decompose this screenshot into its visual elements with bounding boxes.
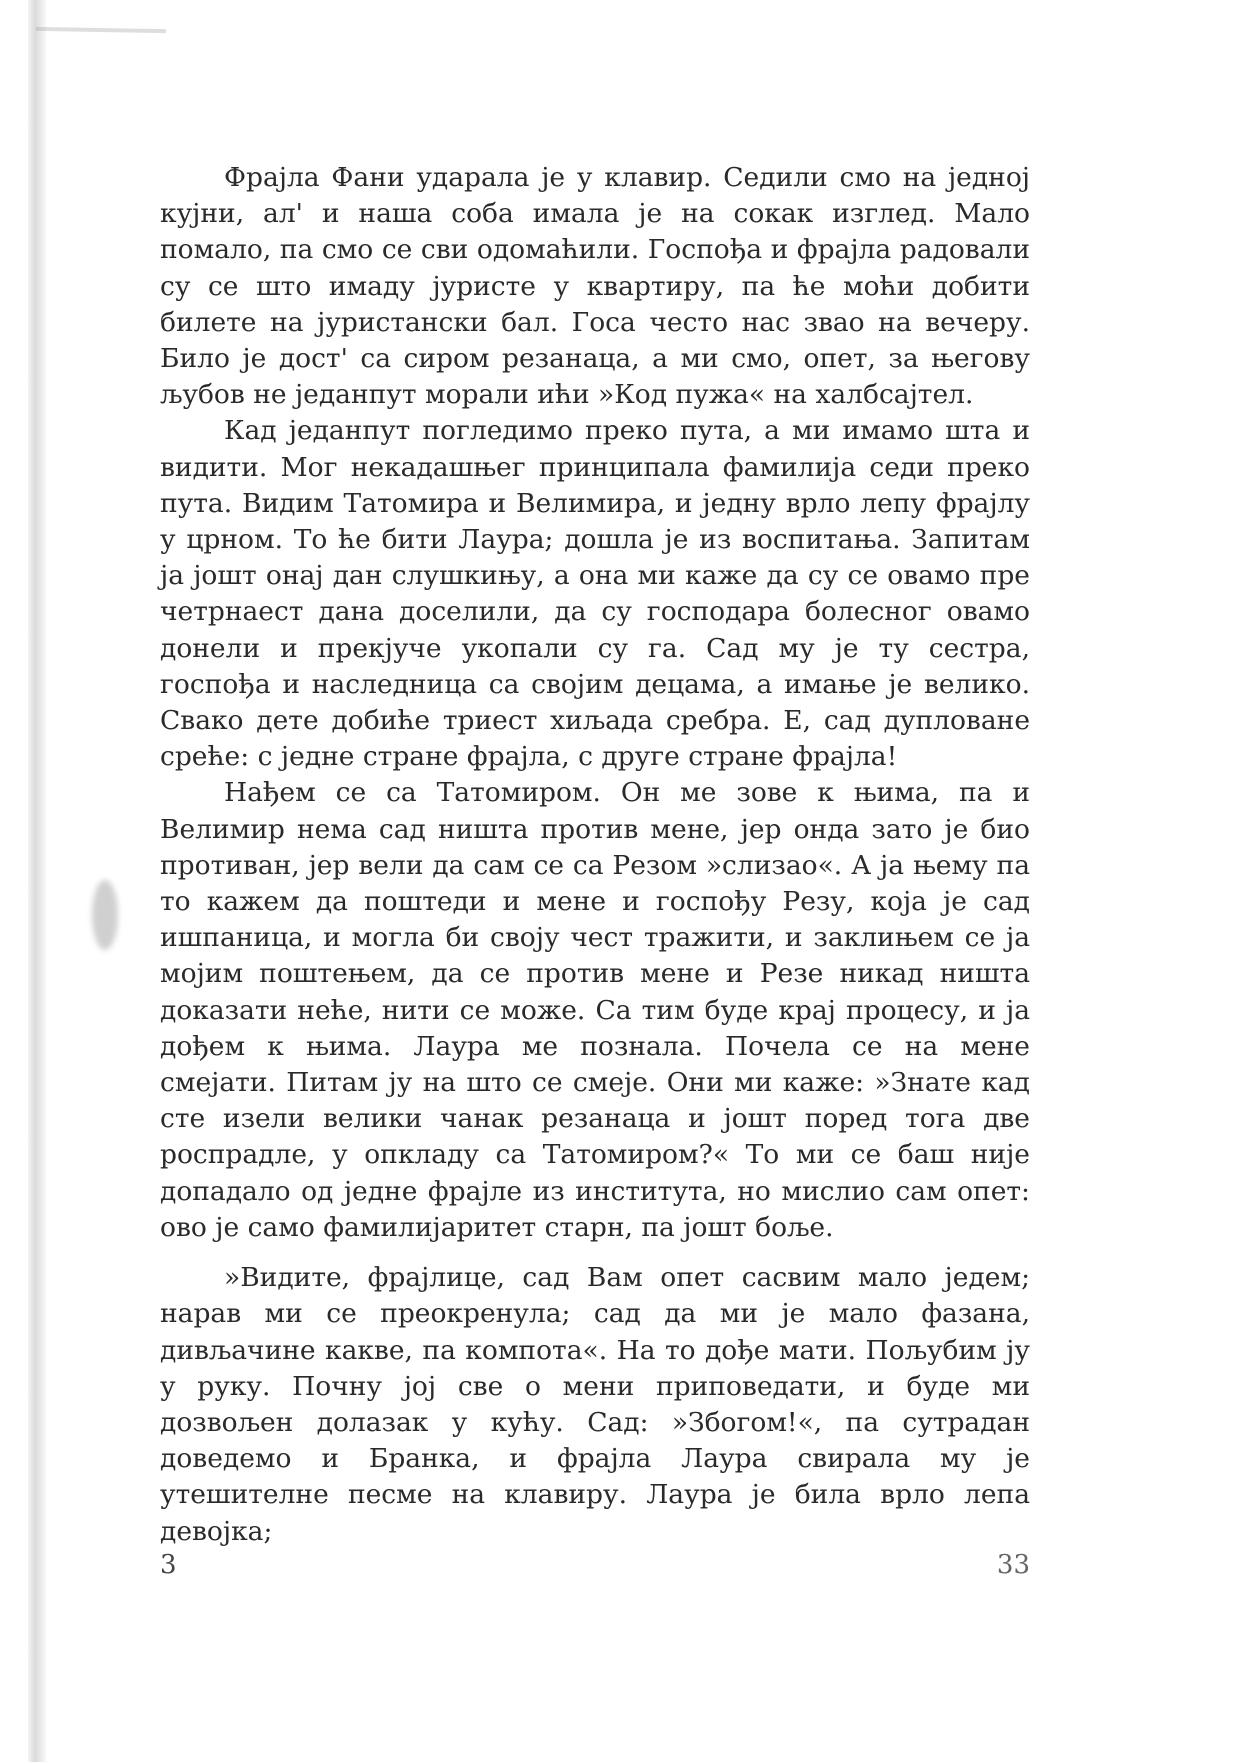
paragraph-1: Фрајла Фани ударала је у клавир. Седили смо на једној кујни, ал' и наша соба имала је на сокак изглед. Мало помало, па смо се сви одомаћили. Госпођа и фрајла радовали су се што имаду јуристе у квартиру, па ће моћи добити билете на јуристански бал. Госа често нас звао на вечеру. Било је дост' са сиром резанаца, а ми смо, опет, за његову љубов не једанпут морали ићи »Код пужа« на халбсајтел. [160,162,1030,411]
scan-page-edge-top [36,27,166,33]
body-text [160,160,1030,1550]
paragraph-3: Нађем се са Татомиром. Он ме зове к њима, па и Велимир нема сад ништа против мене, јер онда зато је био противан, јер вели да сам се са Резом »слизао«. А ја њему па то кажем да поштеди и мене и госпођу Резу, која је сад ишпаница, и могла би своју чест тражити, и заклињем се ја мојим поштењем, да се против мене и Резе никад ништа доказати неће, нити се може. Са тим буде крај процесу, и ја дођем к њима. Лаура ме познала. Почела се на мене смејати. Питам ју на што се смеје. Они ми каже: »Знате кад сте изели велики чанак резанаца и јошт поред тога две роспрадле, у опкладу са Татомиром?« То ми се баш није допадало од једне фрајле из института, но мислио сам опет: ово је само фамилијаритет старн, па јошт боље. [160,777,1030,1243]
printer-signature: 3 [160,1550,177,1580]
paragraph-4: »Видите, фрајлице, сад Вам опет сасвим мало једем; нарав ми се преокренула; сад да ми је мало фазана, дивљачине какве, па компота«. На то дође мати. Пољубим ју у руку. Почну јој све о мени приповедати, и буде ми дозвољен долазак у кућу. Сад: »Збогом!«, па сутрадан доведемо и Бранка, и фрајла Лаура свирала му је утешителне песме на клавиру. Лаура је била врло лепа девојка; [160,1262,1030,1547]
scan-page-edge [28,0,46,1762]
paragraph-2: Кад једанпут погледимо преко пута, а ми имамо шта и видити. Мог некадашњег принципала фамилија седи преко пута. Видим Татомира и Велимира, и једну врло лепу фрајлу у црном. То ће бити Лаура; дошла је из воспитања. Запитам ја јошт онај дан слушкињу, а она ми каже да су се овамо пре четрнаест дана доселили, да су господара болесног овамо донели и прекјуче укопали су га. Сад му је ту сестра, госпођа и наследница са својим децама, а имање је велико. Свако дете добиће триест хиљада сребра. Е, сад дупловане среће: с једне стране фрајла, с друге стране фрајла! [160,415,1030,773]
scan-smudge [92,880,118,950]
page-number: 33 [996,1550,1030,1580]
